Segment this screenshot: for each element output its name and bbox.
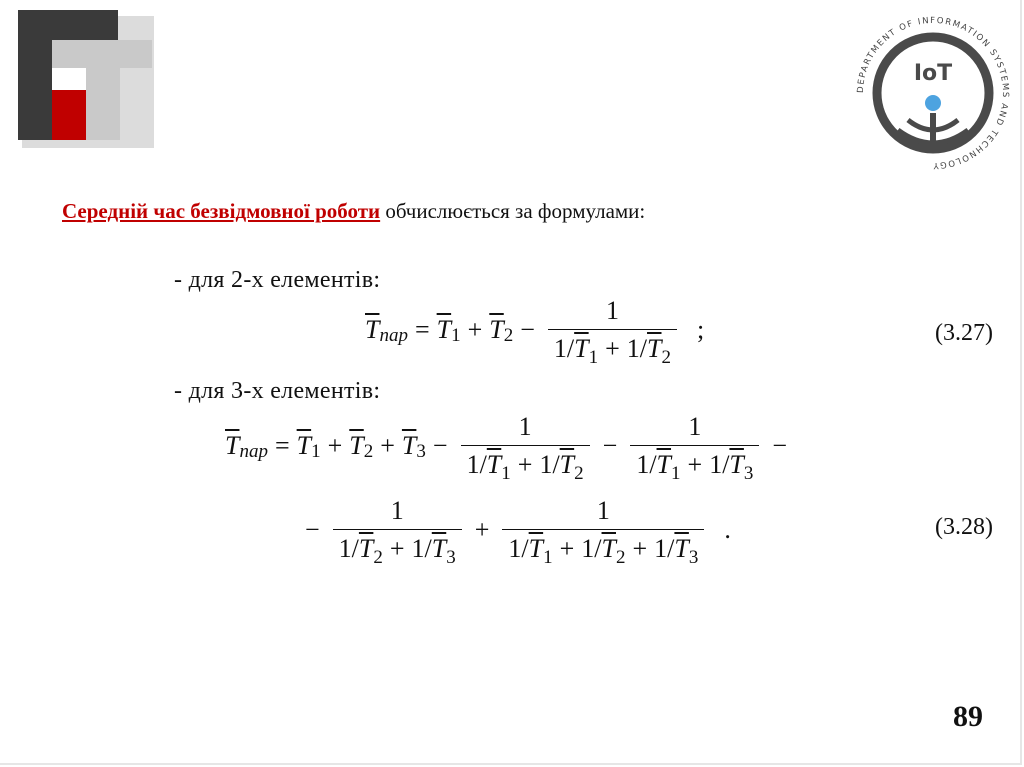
fraction: $\frac{1}{1/\overline{T}_2 + 1/\overline{T}_3}$	[333, 496, 462, 564]
formula-3-28-line-1: $\overline{T}$ пар = $\overline{T}$ 1 + $\overline{T}$ 2 + $\overline{T}$ 3 − $\frac{1}{1/\overline{T}_1 + 1/\overline{T}_2}$ − $\frac{1}{1/\overline{T}_1 + 1/\overline{T}_3}$ −	[225, 412, 788, 484]
fit-logo	[18, 10, 158, 150]
equation-number-3-27: (3.27)	[935, 320, 993, 346]
intro-rest: обчислюється за формулами:	[380, 199, 646, 223]
fraction: $\frac{1}{1/\overline{T}_1 + 1/\overline{T}_2 + 1/\overline{T}_3}$	[502, 496, 704, 564]
fraction: $\frac{1}{1/\overline{T}_1 + 1/\overline{T}_3}$	[630, 412, 759, 480]
fraction: $\frac{1}{1/\overline{T}_1 + 1/\overline{T}_2}$	[461, 412, 590, 480]
formula-3-28-line-2: − $\frac{1}{1/\overline{T}_2 + 1/\overline{T}_3}$ + $\frac{1}{1/\overline{T}_1 + 1/\overline{T}_2 + 1/\overline{T}_3}$ .	[305, 496, 731, 568]
svg-text:DEPARTMENT OF INFORMATION SYST: DEPARTMENT OF INFORMATION SYSTEMS AND TECHNOLOGY	[855, 15, 1011, 171]
fraction: $\frac{1}{1/\overline{T}_1 + 1/\overline{T}_2}$	[548, 296, 677, 364]
equation-number-3-28: (3.28)	[935, 514, 993, 540]
label-two-elements: - для 2-х елементів:	[174, 267, 381, 293]
svg-text:IoT: IoT	[913, 61, 953, 86]
formula-3-27: $\overline{T}$ пар = $\overline{T}$ 1 + $\overline{T}$ 2 − $\frac{1}{1/\overline{T}_1 + 1/\overline{T}_2}$ ;	[365, 296, 705, 368]
page-number: 89	[953, 700, 983, 733]
intro-sentence	[62, 199, 645, 224]
intro-highlight: Середній час безвідмовної роботи	[62, 199, 381, 223]
label-three-elements: - для 3-х елементів:	[174, 378, 381, 404]
iot-department-logo	[848, 8, 1018, 178]
